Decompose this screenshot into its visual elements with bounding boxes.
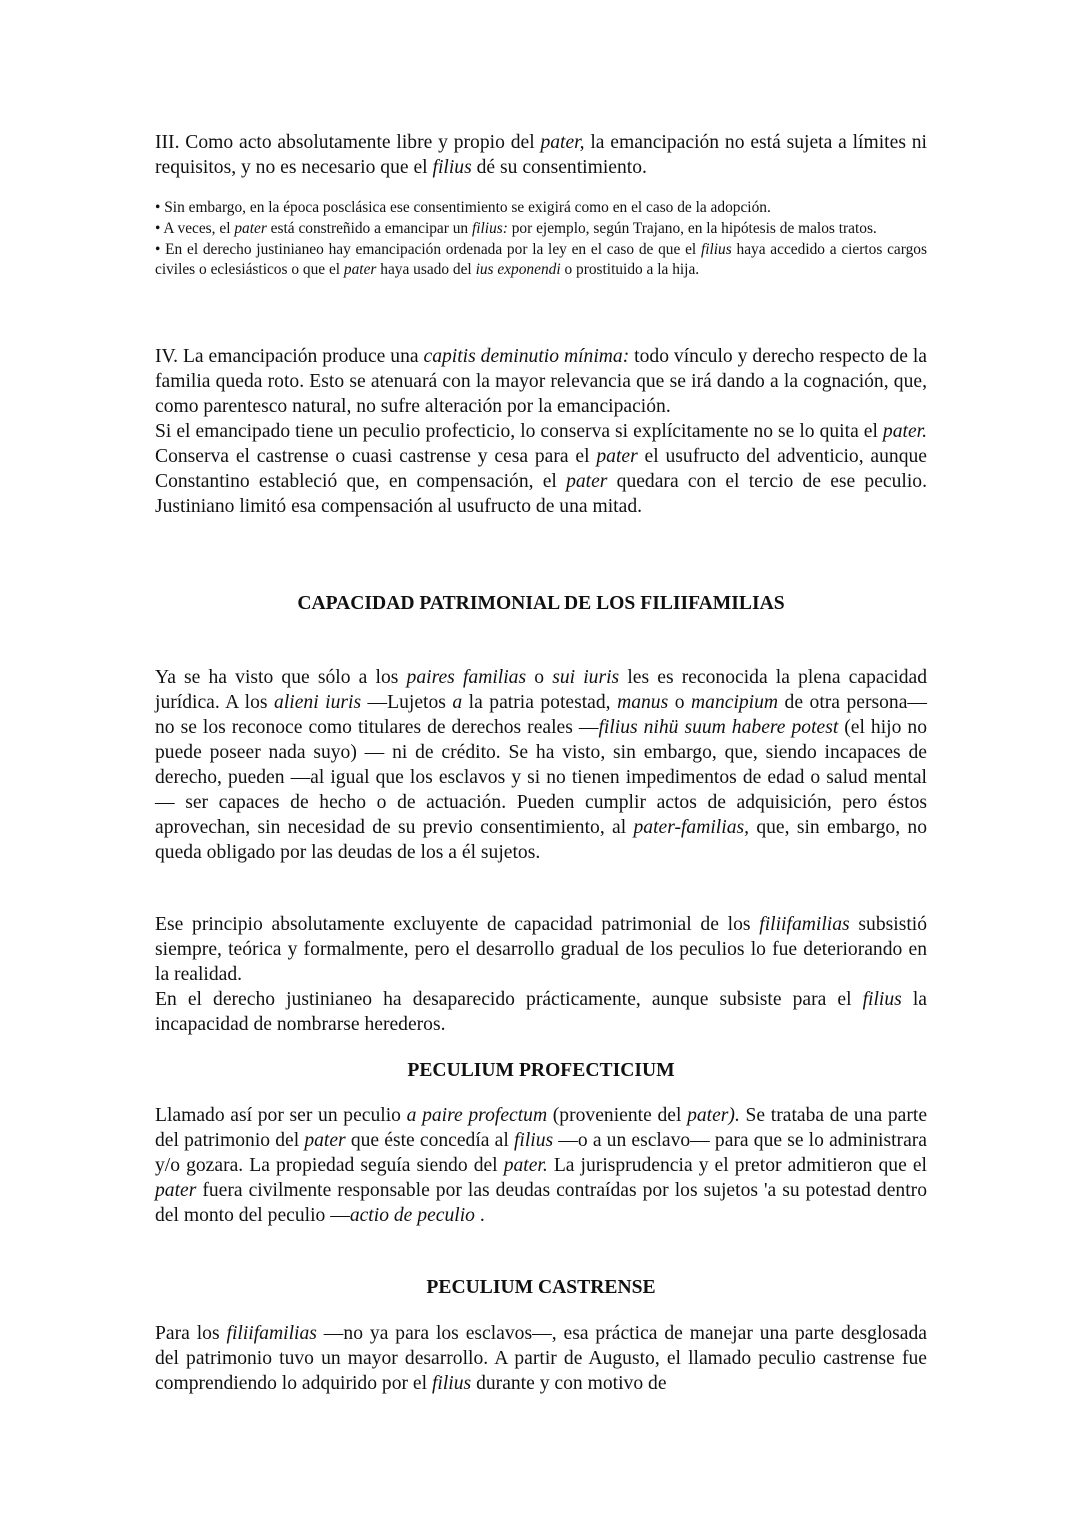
section-heading: CAPACIDAD PATRIMONIAL DE LOS FILIIFAMILIAS — [297, 593, 785, 614]
italic-term: pater). — [687, 1105, 740, 1126]
paragraph — [155, 419, 927, 519]
bullet-list — [155, 198, 927, 281]
italic-term: filiifamilias — [226, 1323, 317, 1344]
paragraph — [155, 987, 927, 1037]
text-run: durante y con motivo de — [471, 1373, 667, 1394]
text-run: subsistió siempre, teórica y formalmente, pero el desarrollo gradual de los peculios lo fue deteriorando en la realidad. — [155, 914, 927, 985]
text-run: • Sin embargo, en la época posclásica ese consentimiento se exigirá como en el caso de la adopción. — [155, 199, 771, 216]
text-run: —o a un esclavo— para que se lo administrara y/o gozara. La propiedad seguía siendo del — [155, 1130, 927, 1176]
italic-term: pater — [234, 219, 267, 237]
italic-term: a — [452, 692, 463, 713]
text-run: III. Como acto absolutamente libre y propio del — [155, 132, 541, 153]
text-run: En el derecho justinianeo ha desaparecido prácticamente, aunque subsiste para el — [155, 989, 863, 1010]
text-run: les es reconocida la plena capacidad jurídica. A los — [155, 667, 928, 713]
italic-term: a paire profectum — [406, 1105, 548, 1126]
italic-term: pater — [566, 471, 608, 492]
text-run: Para los — [155, 1323, 227, 1344]
section-heading: PECULIUM CASTRENSE — [426, 1277, 656, 1298]
section-heading: PECULIUM PROFECTICIUM — [407, 1060, 675, 1081]
bullet-item — [155, 240, 927, 282]
text-run: la emancipación no está sujeta a límites ni requisitos, y no es necesario que el — [155, 132, 927, 178]
italic-term: ius exponendi — [475, 261, 561, 279]
text-run: la patria potestad, — [462, 692, 618, 713]
text-run: haya usado del — [376, 261, 476, 279]
italic-term: alieni iuris — [274, 692, 362, 713]
italic-term: sui iuris — [552, 667, 620, 688]
text-run: La jurisprudencia y el pretor admitieron que el — [547, 1155, 927, 1176]
text-run: • A veces, el — [155, 219, 235, 237]
text-run: o — [668, 692, 691, 713]
italic-term: pater-familias, — [633, 817, 750, 838]
text-run: • En el derecho justinianeo hay emancipación ordenada por la ley en el caso de que el — [155, 240, 701, 258]
italic-term: pater — [596, 446, 638, 467]
text-block — [155, 1321, 927, 1396]
text-run: (proveniente del — [547, 1105, 688, 1126]
text-run: o — [526, 667, 553, 688]
text-run: la incapacidad de nombrarse herederos. — [155, 989, 927, 1035]
text-run: dé su consentimiento. — [471, 157, 647, 178]
text-run: quedara con el tercio de ese peculio. Justiniano limitó esa compensación al usufructo de una mitad. — [155, 471, 927, 517]
italic-term: filius — [700, 240, 732, 258]
italic-term: filius — [432, 157, 472, 178]
text-run: por ejemplo, según Trajano, en la hipótesis de malos tratos. — [507, 219, 877, 237]
paragraph — [155, 344, 927, 419]
italic-term: filiifamilias — [759, 914, 850, 935]
text-run: Conserva el castrense o cuasi castrense y cesa para el — [155, 446, 597, 467]
text-run: o prostituido a la hija. — [560, 261, 700, 279]
paragraph — [155, 912, 927, 987]
paragraph — [155, 1103, 927, 1228]
italic-term: manus — [617, 692, 669, 713]
italic-term: pater. — [882, 421, 927, 442]
italic-term: pater. — [503, 1155, 548, 1176]
text-run: —no ya para los esclavos—, esa práctica de manejar una parte desglosada del patrimonio tuvo un mayor desarrollo. A partir de Augusto, el llamado peculio castrense fue comprendiendo lo adquirido por el — [155, 1323, 928, 1394]
text-run: Se trataba de una parte del patrimonio del — [155, 1105, 928, 1151]
italic-term: pater, — [540, 132, 585, 153]
text-run: está constreñido a emancipar un — [266, 219, 472, 237]
text-block — [155, 130, 927, 180]
text-block — [155, 665, 927, 865]
bullet-item — [155, 219, 927, 240]
italic-term: pater — [304, 1130, 346, 1151]
text-block — [155, 1103, 927, 1228]
italic-term: pater — [343, 261, 377, 279]
text-run: el usufructo del adventicio, aunque Constantino estableció que, en compensación, el — [155, 446, 927, 492]
bullet-item — [155, 198, 927, 219]
text-run: que éste concedía al — [345, 1130, 514, 1151]
text-run: Llamado así por ser un peculio — [155, 1105, 407, 1126]
text-run: Ese principio absolutamente excluyente de capacidad patrimonial de los — [155, 914, 760, 935]
italic-term: actio de peculio — [349, 1205, 475, 1226]
text-run: (el hijo no puede poseer nada suyo) — ni de crédito. Se ha visto, sin embargo, que, siendo incapaces de derecho, pueden —al igual que los esclavos y si no tienen impedimentos de edad o salud mental— ser capaces de hecho o de actuación. Pueden cumplir actos de adquisición, pero éstos aprovechan, sin necesidad de su previo consentimiento, al — [155, 717, 927, 838]
text-run: . — [474, 1205, 485, 1226]
italic-term: filius — [431, 1373, 472, 1394]
text-run: haya accedido a ciertos cargos civiles o eclesiásticos o que el — [155, 240, 927, 279]
italic-term: filius nihü suum habere potest — [598, 717, 839, 738]
text-run: Si el emancipado tiene un peculio profecticio, lo conserva si explícitamente no se lo quita el — [155, 421, 883, 442]
text-run: Ya se ha visto que sólo a los — [155, 667, 407, 688]
italic-term: filius — [862, 989, 902, 1010]
paragraph — [155, 665, 927, 865]
text-run: todo vínculo y derecho respecto de la familia queda roto. Esto se atenuará con la mayor relevancia que se irá dando a la cognación, que, como parentesco natural, no sufre alteración por la emancipación. — [155, 346, 928, 417]
paragraph — [155, 130, 927, 180]
text-run: de otra persona— no se los reconoce como titulares de derechos reales — — [155, 692, 927, 738]
italic-term: paires familias — [406, 667, 527, 688]
italic-term: mancipium — [691, 692, 779, 713]
text-run: IV. La emancipación produce una — [155, 346, 424, 367]
text-run: —Lujetos — [361, 692, 453, 713]
text-run: fuera civilmente responsable por las deudas contraídas por los sujetos 'a su potestad dentro del monto del peculio — — [155, 1180, 927, 1226]
italic-term: pater — [155, 1180, 197, 1201]
italic-term: capitis deminutio mínima: — [423, 346, 630, 367]
italic-term: filius: — [471, 219, 508, 237]
italic-term: filius — [513, 1130, 554, 1151]
text-block — [155, 912, 927, 1037]
text-run: que, sin embargo, no queda obligado por las deudas de los a él sujetos. — [155, 817, 927, 863]
text-block — [155, 344, 927, 519]
paragraph — [155, 1321, 927, 1396]
